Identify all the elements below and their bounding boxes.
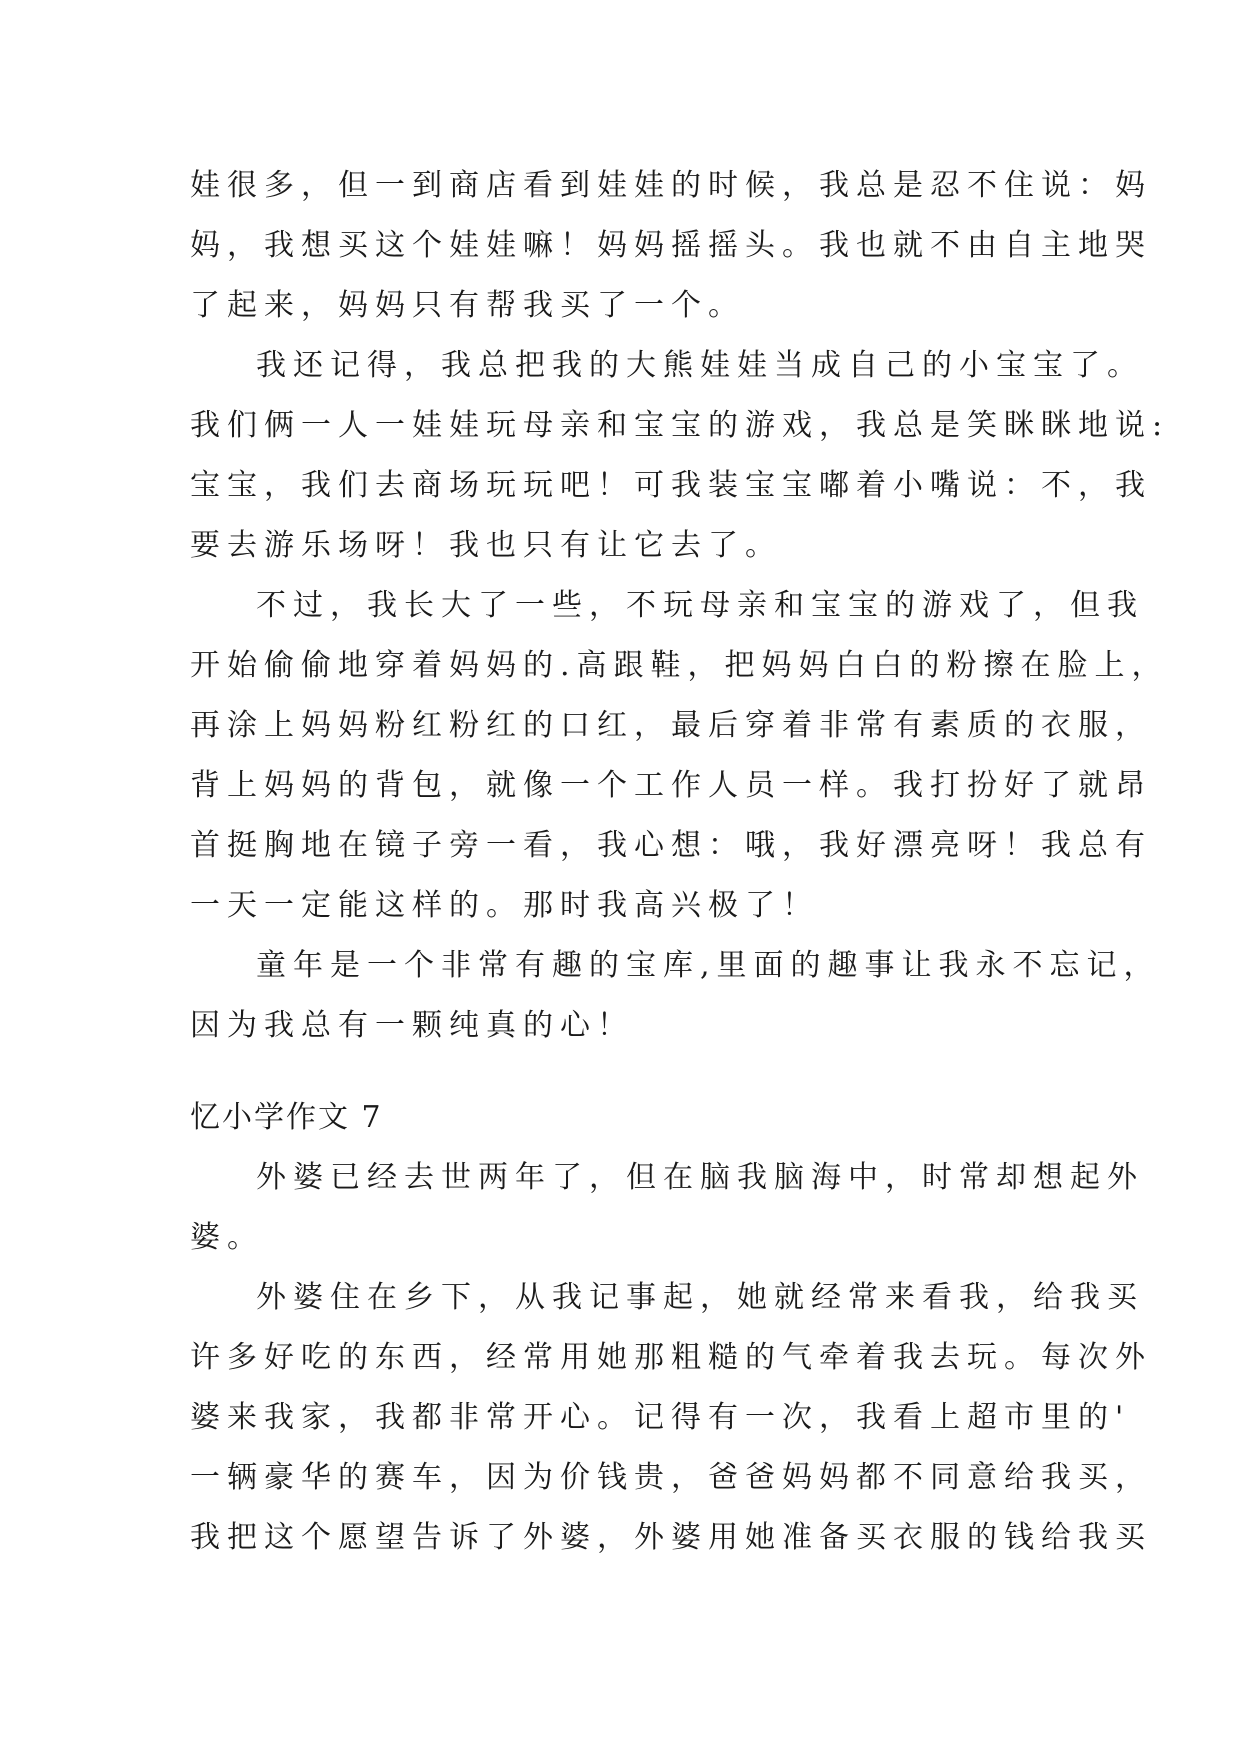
- essay-7: [190, 1088, 1152, 1568]
- paragraph-line: 婆来我家，我都非常开心。记得有一次，我看上超市里的': [190, 1400, 1131, 1435]
- paragraph-line: 我把这个愿望告诉了外婆，外婆用她准备买衣服的钱给我买: [190, 1520, 1152, 1555]
- paragraph-line: 一辆豪华的赛车，因为价钱贵，爸爸妈妈都不同意给我买，: [190, 1460, 1152, 1495]
- paragraph-line: 宝宝，我们去商场玩玩吧！可我装宝宝嘟着小嘴说：不，我: [190, 468, 1152, 503]
- paragraph-line: 外婆住在乡下，从我记事起，她就经常来看我，给我买: [256, 1280, 1144, 1315]
- paragraph-line: 妈，我想买这个娃娃嘛！妈妈摇摇头。我也就不由自主地哭: [190, 228, 1152, 263]
- paragraph-line: 要去游乐场呀！我也只有让它去了。: [190, 528, 782, 563]
- paragraph-line: 背上妈妈的背包，就像一个工作人员一样。我打扮好了就昂: [190, 768, 1152, 803]
- paragraph-line: 娃很多，但一到商店看到娃娃的时候，我总是忍不住说：妈: [190, 168, 1152, 203]
- paragraph-line: 我还记得，我总把我的大熊娃娃当成自己的小宝宝了。: [256, 348, 1144, 383]
- paragraph-line: 首挺胸地在镜子旁一看，我心想：哦，我好漂亮呀！我总有: [190, 828, 1152, 863]
- paragraph-line: 许多好吃的东西，经常用她那粗糙的气牵着我去玩。每次外: [190, 1340, 1152, 1375]
- paragraph-line: 一天一定能这样的。那时我高兴极了！: [190, 888, 819, 923]
- essay-heading: 忆小学作文 7: [190, 1100, 383, 1135]
- paragraph-line: 再涂上妈妈粉红粉红的口红，最后穿着非常有素质的衣服，: [190, 708, 1152, 743]
- paragraph-line: 婆。: [190, 1220, 264, 1255]
- paragraph-line: 童年是一个非常有趣的宝库,里面的趣事让我永不忘记，: [256, 948, 1161, 983]
- paragraph-line: 不过，我长大了一些，不玩母亲和宝宝的游戏了，但我: [256, 588, 1144, 623]
- paragraph-line: 我们俩一人一娃娃玩母亲和宝宝的游戏，我总是笑眯眯地说:: [190, 408, 1170, 443]
- paragraph-line: 开始偷偷地穿着妈妈的.高跟鞋，把妈妈白白的粉擦在脸上，: [190, 648, 1169, 683]
- paragraph-line: 了起来，妈妈只有帮我买了一个。: [190, 288, 745, 323]
- essay-continuation: [190, 156, 1170, 1056]
- paragraph-line: 因为我总有一颗纯真的心！: [190, 1008, 634, 1043]
- paragraph-line: 外婆已经去世两年了，但在脑我脑海中，时常却想起外: [256, 1160, 1144, 1195]
